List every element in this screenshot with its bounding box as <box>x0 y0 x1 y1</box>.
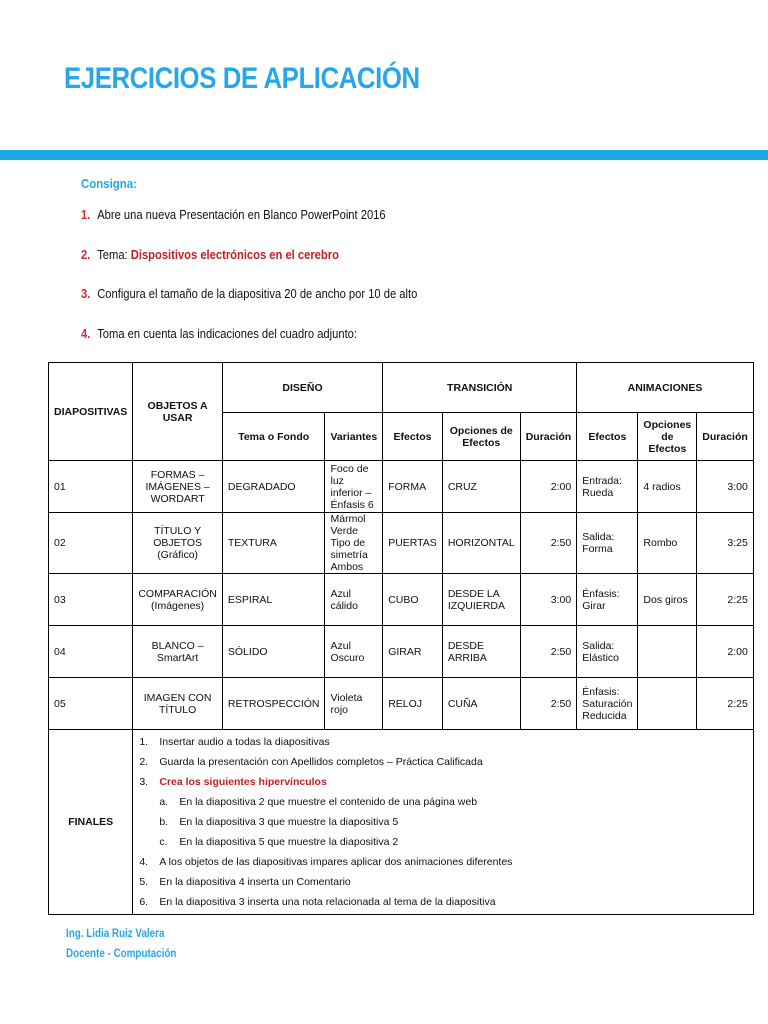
cell-duracion-t: 2:50 <box>520 678 577 730</box>
cell-tema: SÓLIDO <box>222 626 325 678</box>
cell-objetos: FORMAS – IMÁGENES – WORDART <box>133 461 223 513</box>
subheader-duracion-animacion: Duración <box>697 413 754 461</box>
finales-item: 5. En la diapositiva 4 inserta un Comentario <box>139 876 351 888</box>
cell-tema: RETROSPECCIÓN <box>222 678 325 730</box>
cell-objetos: BLANCO – SmartArt <box>133 626 223 678</box>
finales-subitem: b. En la diapositiva 3 que muestre la diapositiva 5 <box>159 816 399 828</box>
cell-duracion-t: 3:00 <box>520 574 577 626</box>
cell-efectos-t: RELOJ <box>383 678 443 730</box>
item-number: 4. <box>81 326 91 341</box>
cell-objetos: TÍTULO Y OBJETOS (Gráfico) <box>133 513 223 574</box>
table-row <box>49 461 754 513</box>
subheader-efectos-transicion: Efectos <box>383 413 443 461</box>
cell-opciones-t: DESDE LA IZQUIERDA <box>442 574 520 626</box>
cell-variantes: Azul Oscuro <box>325 626 383 678</box>
cell-duracion-t: 2:50 <box>520 513 577 574</box>
header-transicion: TRANSICIÓN <box>383 363 577 413</box>
finales-item: 1. Insertar audio a todas la diapositivas <box>139 736 330 748</box>
item-text: Tema: <box>97 247 131 262</box>
cell-diapositiva: 04 <box>49 626 133 678</box>
cell-objetos: IMAGEN CON TÍTULO <box>133 678 223 730</box>
finales-item: 3. Crea los siguientes hipervínculos <box>139 776 327 788</box>
cell-diapositiva: 01 <box>49 461 133 513</box>
cell-duracion-a: 3:25 <box>697 513 754 574</box>
item-highlight: Dispositivos electrónicos en el cerebro <box>130 247 339 262</box>
cell-opciones-t: DESDE ARRIBA <box>442 626 520 678</box>
header-animaciones: ANIMACIONES <box>577 363 754 413</box>
cell-efectos-a: Salida: Forma <box>577 513 638 574</box>
cell-opciones-t: CUÑA <box>442 678 520 730</box>
cell-tema: ESPIRAL <box>222 574 325 626</box>
cell-efectos-a: Salida: Elástico <box>577 626 638 678</box>
cell-opciones-a: Rombo <box>638 513 697 574</box>
cell-opciones-t: CRUZ <box>442 461 520 513</box>
cell-efectos-t: GIRAR <box>383 626 443 678</box>
cell-opciones-a <box>638 626 697 678</box>
subheader-opciones-animacion: Opciones de Efectos <box>638 413 697 461</box>
finales-item: 6. En la diapositiva 3 inserta una nota relacionada al tema de la diapositiva <box>139 896 496 908</box>
cell-diapositiva: 02 <box>49 513 133 574</box>
cell-variantes: Violeta rojo <box>325 678 383 730</box>
cell-efectos-t: CUBO <box>383 574 443 626</box>
title-underline-bar <box>0 150 768 160</box>
footer-author: Ing. Lidia Ruiz Valera <box>66 926 165 940</box>
item-number: 1. <box>81 207 91 222</box>
cell-efectos-a: Entrada: Rueda <box>577 461 638 513</box>
cell-diapositiva: 05 <box>49 678 133 730</box>
subheader-efectos-animacion: Efectos <box>577 413 638 461</box>
cell-duracion-a: 3:00 <box>697 461 754 513</box>
table-row <box>49 678 754 730</box>
table-row <box>49 626 754 678</box>
instruction-item-3 <box>81 286 417 301</box>
cell-efectos-t: PUERTAS <box>383 513 443 574</box>
header-diapositivas: DIAPOSITIVAS <box>49 363 133 461</box>
cell-duracion-t: 2:00 <box>520 461 577 513</box>
page-title: EJERCICIOS DE APLICACIÓN <box>64 62 420 95</box>
cell-opciones-a <box>638 678 697 730</box>
footer-role: Docente - Computación <box>66 946 177 960</box>
finales-label: FINALES <box>49 730 133 915</box>
cell-variantes: Foco de luz inferior – Énfasis 6 <box>325 461 383 513</box>
item-text: Configura el tamaño de la diapositiva 20 de ancho por 10 de alto <box>97 286 418 301</box>
item-text: Abre una nueva Presentación en Blanco PowerPoint 2016 <box>97 207 386 222</box>
subheader-variantes: Variantes <box>325 413 383 461</box>
cell-duracion-t: 2:50 <box>520 626 577 678</box>
cell-opciones-t: HORIZONTAL <box>442 513 520 574</box>
table-row <box>49 513 754 574</box>
item-number: 2. <box>81 247 91 262</box>
cell-duracion-a: 2:00 <box>697 626 754 678</box>
cell-duracion-a: 2:25 <box>697 678 754 730</box>
instructions-table <box>48 362 754 915</box>
finales-item: 2. Guarda la presentación con Apellidos completos – Práctica Calificada <box>139 756 483 768</box>
item-number: 3. <box>81 286 91 301</box>
table-row <box>49 574 754 626</box>
cell-efectos-t: FORMA <box>383 461 443 513</box>
finales-item: 4. A los objetos de las diapositivas impares aplicar dos animaciones diferentes <box>139 856 513 868</box>
subheader-opciones-transicion: Opciones de Efectos <box>442 413 520 461</box>
header-diseno: DISEÑO <box>222 363 382 413</box>
finales-subitem: c. En la diapositiva 5 que muestre la diapositiva 2 <box>159 836 399 848</box>
finales-row <box>49 730 754 915</box>
subheader-tema: Tema o Fondo <box>222 413 325 461</box>
cell-efectos-a: Énfasis: Saturación Reducida <box>577 678 638 730</box>
cell-tema: DEGRADADO <box>222 461 325 513</box>
cell-opciones-a: Dos giros <box>638 574 697 626</box>
subheader-duracion-transicion: Duración <box>520 413 577 461</box>
cell-tema: TEXTURA <box>222 513 325 574</box>
finales-list <box>133 730 753 915</box>
instruction-item-2 <box>81 247 339 262</box>
cell-efectos-a: Énfasis: Girar <box>577 574 638 626</box>
instruction-item-4 <box>81 326 357 341</box>
cell-variantes: Azul cálido <box>325 574 383 626</box>
item-text: Toma en cuenta las indicaciones del cuadro adjunto: <box>97 326 358 341</box>
cell-duracion-a: 2:25 <box>697 574 754 626</box>
header-objetos: OBJETOS A USAR <box>133 363 223 461</box>
finales-subitem: a. En la diapositiva 2 que muestre el contenido de una página web <box>159 796 478 808</box>
instruction-item-1 <box>81 207 386 222</box>
cell-diapositiva: 03 <box>49 574 133 626</box>
cell-opciones-a: 4 radios <box>638 461 697 513</box>
cell-objetos: COMPARACIÓN (Imágenes) <box>133 574 223 626</box>
consigna-label: Consigna: <box>81 176 137 191</box>
cell-variantes: Mármol Verde Tipo de simetría Ambos <box>325 513 383 574</box>
